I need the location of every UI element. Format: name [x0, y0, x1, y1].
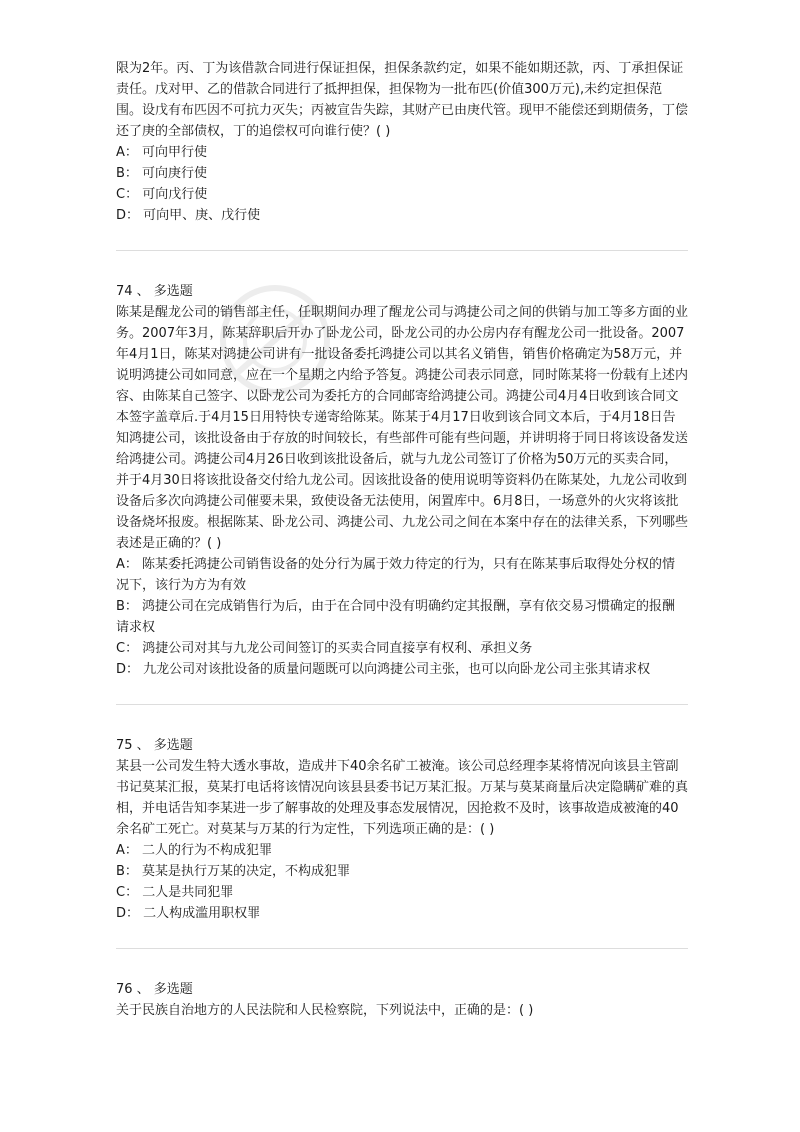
question-75-option-b: B： 莫某是执行万某的决定，不构成犯罪 [116, 864, 351, 879]
question-73-stem: 限为2年。丙、丁为该借款合同进行保证担保，担保条款约定，如果不能如期还款，丙、丁承担保证责任。戊对甲、乙的借款合同进行了抵押担保，担保物为一批布匹(价值300万元),未约定担保范围。设戊有布匹因不可抗力灭失；丙被宣告失踪，其财产已由庚代管。现甲不能偿还到期债务，丁偿还了庚的全部债权，丁的追偿权可向谁行使？( ) [116, 61, 689, 139]
question-76-stem: 关于民族自治地方的人民法院和人民检察院，下列说法中，正确的是：( ) [116, 1003, 534, 1018]
question-74-option-c: C： 鸿捷公司对其与九龙公司间签订的买卖合同直接享有权利、承担义务 [116, 641, 533, 656]
question-73-option-c: C： 可向戊行使 [116, 187, 208, 202]
question-73-option-b: B： 可向庚行使 [116, 166, 208, 181]
document-content [116, 58, 688, 1021]
question-76 [116, 979, 688, 1021]
question-75 [116, 735, 688, 924]
question-75-option-c: C： 二人是共同犯罪 [116, 885, 234, 900]
question-74-stem: 陈某是醒龙公司的销售部主任，任职期间办理了醒龙公司与鸿捷公司之间的供销与加工等多方面的业务。2007年3月，陈某辞职后开办了卧龙公司，卧龙公司的办公房内存有醒龙公司一批设备。2007年4月1日，陈某对鸿捷公司讲有一批设备委托鸿捷公司以其名义销售，销售价格确定为58万元，并说明鸿捷公司如同意，应在一个星期之内给予答复。鸿捷公司表示同意，同时陈某将一份载有上述内容、由陈某自己签字、以卧龙公司为委托方的合同邮寄给鸿捷公司。鸿捷公司4月4日收到该合同文本签字盖章后.于4月15日用特快专递寄给陈某。陈某于4月17日收到该合同文本后，于4月18日告知鸿捷公司，该批设备由于存放的时间较长，有些部件可能有些问题，并讲明将于同日将该设备发送给鸿捷公司。鸿捷公司4月26日收到该批设备后，就与九龙公司签订了价格为50万元的买卖合同，并于4月30日将该批设备交付给九龙公司。因该批设备的使用说明等资料仍在陈某处，九龙公司收到设备后多次向鸿捷公司催要未果，致使设备无法使用，闲置库中。6月8日，一场意外的火灾将该批设备烧坏报废。根据陈某、卧龙公司、鸿捷公司、九龙公司之间在本案中存在的法律关系，下列哪些表述是正确的？( ) [116, 305, 689, 551]
question-75-option-d: D： 二人构成滥用职权罪 [116, 906, 261, 921]
question-75-header: 75 、 多选题 [116, 738, 193, 753]
question-73 [116, 58, 688, 226]
question-74-header: 74 、 多选题 [116, 284, 193, 299]
question-74 [116, 281, 688, 680]
question-75-stem: 某县一公司发生特大透水事故，造成井下40余名矿工被淹。该公司总经理李某将情况向该县主管副书记莫某汇报，莫某打电话将该情况向该县县委书记万某汇报。万某与莫某商量后决定隐瞒矿难的真相，并电话告知李某进一步了解事故的处理及事态发展情况，因抢救不及时，该事故造成被淹的40余名矿工死亡。对莫某与万某的行为定性，下列选项正确的是：( ) [116, 759, 689, 837]
question-75-option-a: A： 二人的行为不构成犯罪 [116, 843, 273, 858]
question-74-option-b: B： 鸿捷公司在完成销售行为后，由于在合同中没有明确约定其报酬，享有依交易习惯确定的报酬请求权 [116, 599, 676, 635]
question-76-header: 76 、 多选题 [116, 982, 193, 997]
question-74-option-a: A： 陈某委托鸿捷公司销售设备的处分行为属于效力待定的行为，只有在陈某事后取得处分权的情况下，该行为方为有效 [116, 557, 676, 593]
question-73-option-a: A： 可向甲行使 [116, 145, 208, 160]
question-74-option-d: D： 九龙公司对该批设备的质量问题既可以向鸿捷公司主张，也可以向卧龙公司主张其请求权 [116, 662, 651, 677]
question-73-option-d: D： 可向甲、庚、戊行使 [116, 208, 261, 223]
